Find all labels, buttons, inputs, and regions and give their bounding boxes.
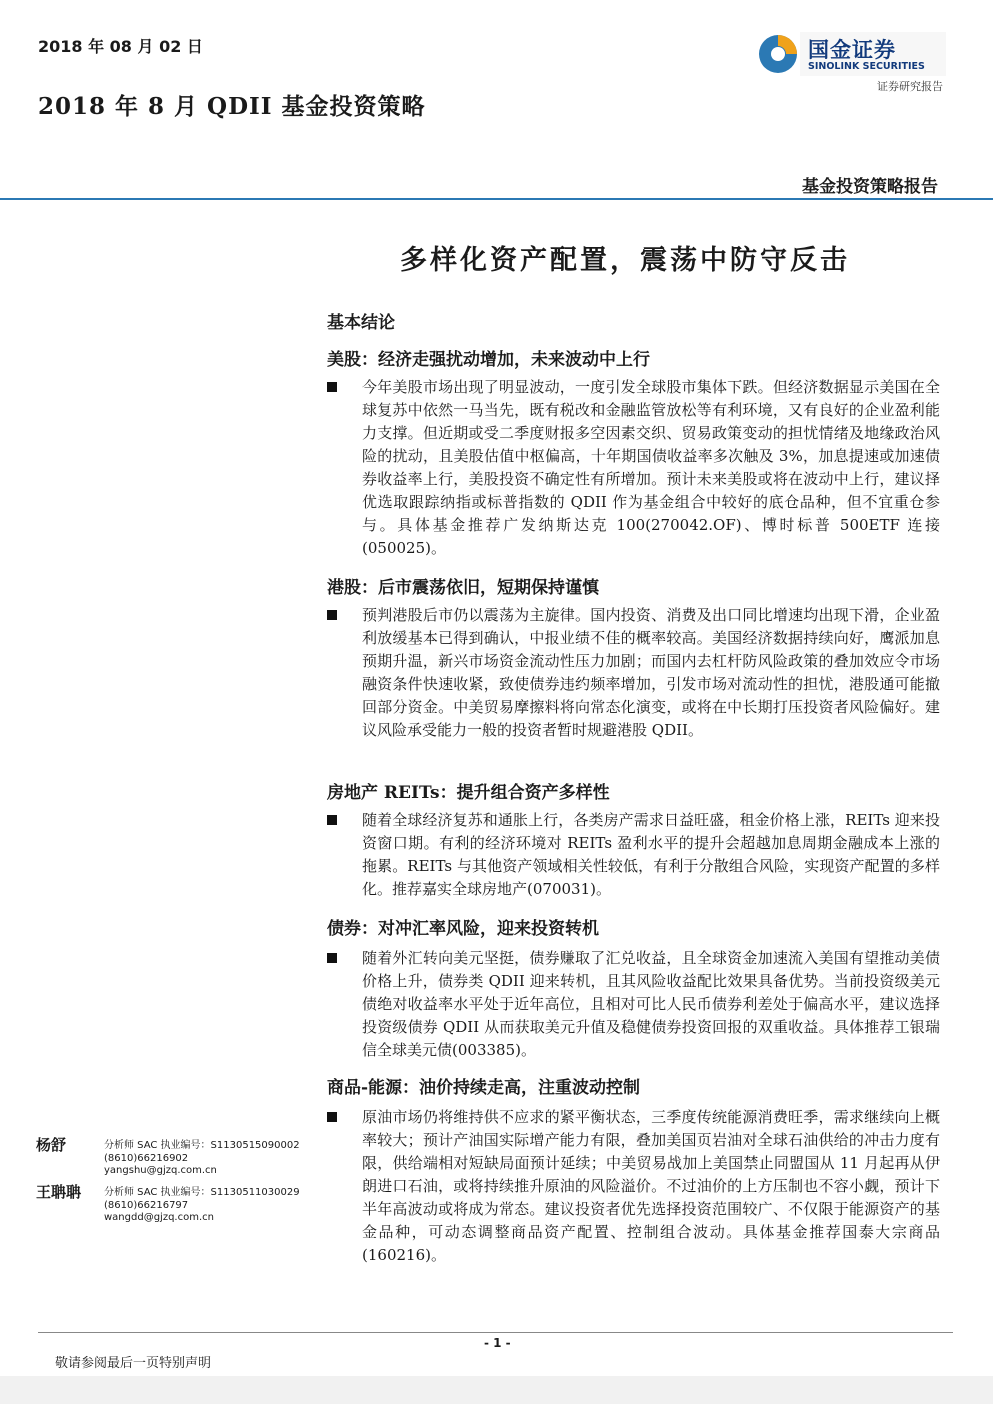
bullet-square-icon <box>327 610 337 620</box>
analyst-phone: (8610)66216797 <box>104 1199 189 1211</box>
conclusion-heading: 基本结论 <box>327 313 395 333</box>
section-heading-commodities: 商品-能源：油价持续走高，注重波动控制 <box>327 1078 641 1098</box>
analyst-name: 王聃聃 <box>36 1183 82 1201</box>
section-body-us-stocks: 今年美股市场出现了明显波动，一度引发全球股市集体下跌。但经济数据显示美国在全球复苏中依然一马当先，既有税改和金融监管放松等有利环境，又有良好的企业盈利能力支撑。但近期或受二季度财报多空因素交织、贸易政策变动的担忧情绪及地缘政治风险的扰动，且美股估值中枢偏高，十年期国债收益率多次触及 3%，加息提速或加速债券收益率上行，美股投资不确定性有所增加。预计未来美股或将在波动中上行，建议择优选取跟踪纳指或标普指数的 QDII 作为基金组合中较好的底仓品种，但不宜重仓参与。具体基金推荐广发纳斯达克 100(270042.OF)、博时标普 500ETF 连接(050025)。 <box>362 378 940 557</box>
analyst-sac: 分析师 SAC 执业编号：S1130511030029 <box>104 1187 300 1198</box>
document-type: 基金投资策略报告 <box>802 177 938 197</box>
section-heading-bonds: 债券：对冲汇率风险，迎来投资转机 <box>327 919 599 939</box>
analyst-contact <box>104 1187 300 1225</box>
logo-name-cn: 国金证券 <box>808 38 896 62</box>
bullet-square-icon <box>327 953 337 963</box>
disclaimer-note: 敬请参阅最后一页特别声明 <box>55 1356 212 1371</box>
bottom-band <box>0 1376 993 1404</box>
section-heading-hk-stocks: 港股：后市震荡依旧，短期保持谨慎 <box>327 578 599 598</box>
report-title: 2018 年 8 月 QDII 基金投资策略 <box>38 93 426 120</box>
report-date: 2018 年 08 月 02 日 <box>38 37 203 56</box>
analyst-contact <box>104 1140 300 1178</box>
section-body-commodities: 原油市场仍将维持供不应求的紧平衡状态，三季度传统能源消费旺季，需求继续向上概率较大；预计产油国实际增产能力有限，叠加美国页岩油对全球石油供给的冲击力度有限，供给端相对短缺局面预计延续；中美贸易战加上美国禁止同盟国从 11 月起再从伊朗进口石油，或将持续推升原油的风险溢价。不过油价的上方压制也不容小觑，预计下半年高波动或将成为常态。建议投资者优先选择投资范围较广、不仅限于能源资产的基金品种，可动态调整商品资产配置、控制组合波动。具体基金推荐国泰大宗商品(160216)。 <box>362 1108 940 1264</box>
analyst-sac: 分析师 SAC 执业编号：S1130515090002 <box>104 1140 300 1151</box>
bullet-square-icon <box>327 815 337 825</box>
bullet-square-icon <box>327 382 337 392</box>
headline: 多样化资产配置，震荡中防守反击 <box>400 245 850 276</box>
section-heading-reits: 房地产 REITs：提升组合资产多样性 <box>327 783 610 803</box>
analyst-email[interactable]: yangshu@gjzq.com.cn <box>104 1165 217 1176</box>
footer-divider <box>38 1332 953 1333</box>
section-body-bonds: 随着外汇转向美元坚挺，债券赚取了汇兑收益，且全球资金加速流入美国有望推动美债价格上升，债券类 QDII 迎来转机，且其风险收益配比效果具备优势。当前投资级美元债绝对收益率水平处于近年高位，且相对可比人民币债券利差处于偏高水平，建议选择投资级债券 QDII 从而获取美元升值及稳健债券投资回报的双重收益。具体推荐工银瑞信全球美元债(003385)。 <box>362 949 940 1059</box>
section-body-reits: 随着全球经济复苏和通胀上行，各类房产需求日益旺盛，租金价格上涨，REITs 迎来投资窗口期。有利的经济环境对 REITs 盈利水平的提升会超越加息周期金融成本上涨的拖累。REITs 与其他资产领域相关性较低，有利于分散组合风险，实现资产配置的多样化。推荐嘉实全球房地产(070031)。 <box>362 811 940 898</box>
analyst-email[interactable]: wangdd@gjzq.com.cn <box>104 1212 214 1223</box>
analyst-phone: (8610)66216902 <box>104 1152 189 1164</box>
logo-subtitle: 证券研究报告 <box>877 80 943 93</box>
bullet-square-icon <box>327 1112 337 1122</box>
logo-name-en: SINOLINK SECURITIES <box>808 61 925 72</box>
page-number: - 1 - <box>484 1336 511 1350</box>
header-divider <box>0 198 993 200</box>
section-body-hk-stocks: 预判港股后市仍以震荡为主旋律。国内投资、消费及出口同比增速均出现下滑，企业盈利放缓基本已得到确认，中报业绩不佳的概率较高。美国经济数据持续向好，鹰派加息预期升温，新兴市场资金流动性压力加剧；而国内去杠杆防风险政策的叠加效应令市场融资条件快速收紧，致使债券违约频率增加，引发市场对流动性的担忧，港股通可能撤回部分资金。中美贸易摩擦料将向常态化演变，或将在中长期打压投资者风险偏好。建议风险承受能力一般的投资者暂时规避港股 QDII。 <box>362 606 940 739</box>
analyst-name: 杨舒 <box>36 1136 67 1154</box>
section-heading-us-stocks: 美股：经济走强扰动增加，未来波动中上行 <box>327 350 650 370</box>
